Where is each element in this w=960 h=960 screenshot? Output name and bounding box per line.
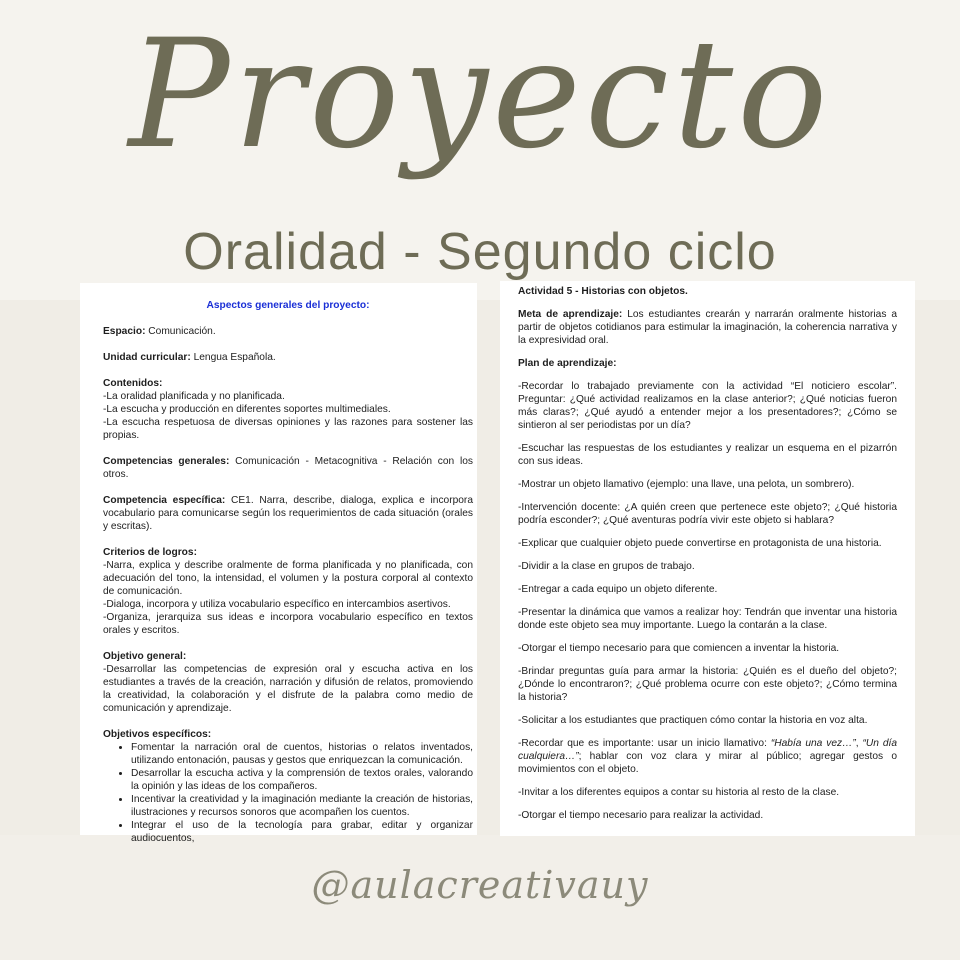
plan-step: -Mostrar un objeto llamativo (ejemplo: una llave, una pelota, un sombrero).: [518, 479, 855, 490]
page-title: Proyecto: [128, 8, 832, 182]
recordar-pre: -Recordar que es importante: usar un inicio llamativo:: [518, 738, 771, 749]
document-page-right: [500, 281, 915, 836]
meta-value: Los estudiantes crearán y narrarán oralmente historias a partir de objetos cotidianos para estimular la imaginación, la coherencia narrativa y la expresividad oral.: [518, 309, 897, 346]
plan-step: -Intervención docente: ¿A quién creen que pertenece este objeto?; ¿Qué historia podría esconder?; ¿Qué aventuras podría vivir este objeto si hablara?: [518, 502, 897, 526]
objetivos-especificos-label: Objetivos específicos:: [103, 729, 212, 740]
document-page-left: [80, 283, 477, 844]
recordar-quote-2: “Un día cualquiera…”: [518, 738, 897, 762]
criterio-item: -Narra, explica y describe oralmente de forma planificada y no planificada, con adecuación del tono, la intensidad, el volumen y la postura corporal al contexto de comunicación.: [103, 560, 473, 597]
contenidos-block: [103, 377, 473, 442]
contenido-item: -La escucha respetuosa de diversas opiniones y las razones para sostener las propias.: [103, 417, 473, 441]
plan-step: -Presentar la dinámica que vamos a realizar hoy: Tendrán que inventar una historia donde este objeto sea muy importante. Luego la contarán a la clase.: [518, 607, 897, 631]
competencias-label: Competencias generales:: [103, 456, 230, 467]
plan-step: -Escuchar las respuestas de los estudiantes y realizar un esquema en el pizarrón con sus ideas.: [518, 443, 897, 467]
contenidos-label: Contenidos:: [103, 378, 163, 389]
plan-step: -Invitar a los diferentes equipos a contar su historia al resto de la clase.: [518, 787, 840, 798]
plan-step: -Recordar lo trabajado previamente con la actividad “El noticiero escolar”. Preguntar: ¿Qué actividad realizamos en la clase anterior?; ¿Qué noticias fueron más claras?; ¿Qué ayudó a entender mejor a los presentadores?; ¿Cómo se sintieron al ser periodistas por un día?: [518, 381, 897, 431]
plan-step: -Brindar preguntas guía para armar la historia: ¿Quién es el dueño del objeto?; ¿Dónde lo encontraron?; ¿Qué problema ocurre con este objeto?; ¿Cómo termina la historia?: [518, 666, 897, 703]
plan-step: -Dividir a la clase en grupos de trabajo.: [518, 561, 695, 572]
recordar-quote-1: “Había una vez…”: [770, 738, 856, 749]
unidad-row: [103, 351, 473, 364]
contenido-item: -La oralidad planificada y no planificada.: [103, 391, 285, 402]
plan-step: -Otorgar el tiempo necesario para que comiencen a inventar la historia.: [518, 643, 840, 654]
espacio-label: Espacio:: [103, 326, 146, 337]
plan-label: Plan de aprendizaje:: [518, 358, 617, 369]
objetivos-list: [103, 741, 473, 845]
meta-label: Meta de aprendizaje:: [518, 309, 623, 320]
competencias-row: [103, 455, 473, 481]
especifica-value: CE1. Narra, describe, dialoga, explica e incorpora vocabulario para comunicarse según los requerimientos de cada situación (orales y escritas).: [103, 495, 473, 532]
plan-step: -Entregar a cada equipo un objeto diferente.: [518, 584, 718, 595]
list-item: • Integrar el uso de la tecnología para grabar, editar y organizar audiocuentos,: [131, 819, 473, 845]
criterios-block: [103, 546, 473, 637]
plan-heading: [518, 357, 897, 370]
espacio-row: [103, 325, 473, 338]
plan-step: -Solicitar a los estudiantes que practiquen cómo contar la historia en voz alta.: [518, 715, 868, 726]
competencias-value: Comunicación - Metacognitiva - Relación con los otros.: [103, 456, 473, 480]
unidad-value: Lengua Española.: [190, 352, 276, 363]
unidad-label: Unidad curricular:: [103, 352, 191, 363]
objetivo-general-text: -Desarrollar las competencias de expresión oral y escucha activa en los estudiantes a través de la creación, narración y difusión de relatos, promoviendo la creatividad, la colaboración y el disfrute de la palabra como medio de comunicación y aprendizaje.: [103, 664, 473, 714]
criterio-item: -Organiza, jerarquiza sus ideas e incorpora vocabulario específico en textos orales y escritos.: [103, 612, 473, 636]
objetivo-general-block: [103, 650, 473, 715]
list-item: • Desarrollar la escucha activa y la comprensión de textos orales, valorando la opinión y las ideas de los compañeros.: [131, 767, 473, 793]
objetivos-especificos-block: [103, 728, 473, 845]
plan-step-recordar: [518, 737, 897, 776]
list-item: • Fomentar la narración oral de cuentos, historias o relatos inventados, utilizando entonación, pausas y gestos que enriquezcan la comunicación.: [131, 741, 473, 767]
section-heading: Aspectos generales del proyecto:: [206, 300, 370, 311]
plan-step: -Otorgar el tiempo necesario para realizar la actividad.: [518, 810, 764, 821]
criterios-label: Criterios de logros:: [103, 547, 197, 558]
list-item: • Incentivar la creatividad y la imaginación mediante la creación de historias, ilustraciones y recursos sonoros que acompañen los cuentos.: [131, 793, 473, 819]
recordar-mid: ,: [855, 738, 863, 749]
social-handle: @aulacreativauy: [311, 863, 649, 907]
criterio-item: -Dialoga, incorpora y utiliza vocabulario específico en intercambios asertivos.: [103, 599, 451, 610]
objetivo-general-label: Objetivo general:: [103, 651, 187, 662]
page-subtitle: Oralidad - Segundo ciclo: [183, 223, 777, 281]
contenido-item: -La escucha y producción en diferentes soportes multimediales.: [103, 404, 391, 415]
activity-title-text: Actividad 5 - Historias con objetos.: [518, 286, 688, 297]
activity-title: [518, 285, 897, 298]
especifica-label: Competencia específica:: [103, 495, 226, 506]
meta-row: [518, 308, 897, 347]
recordar-post: ; hablar con voz clara y mirar al público; agregar gestos o movimientos con el objeto.: [518, 751, 897, 775]
espacio-value: Comunicación.: [145, 326, 216, 337]
plan-step: -Explicar que cualquier objeto puede convertirse en protagonista de una historia.: [518, 538, 882, 549]
especifica-row: [103, 494, 473, 533]
